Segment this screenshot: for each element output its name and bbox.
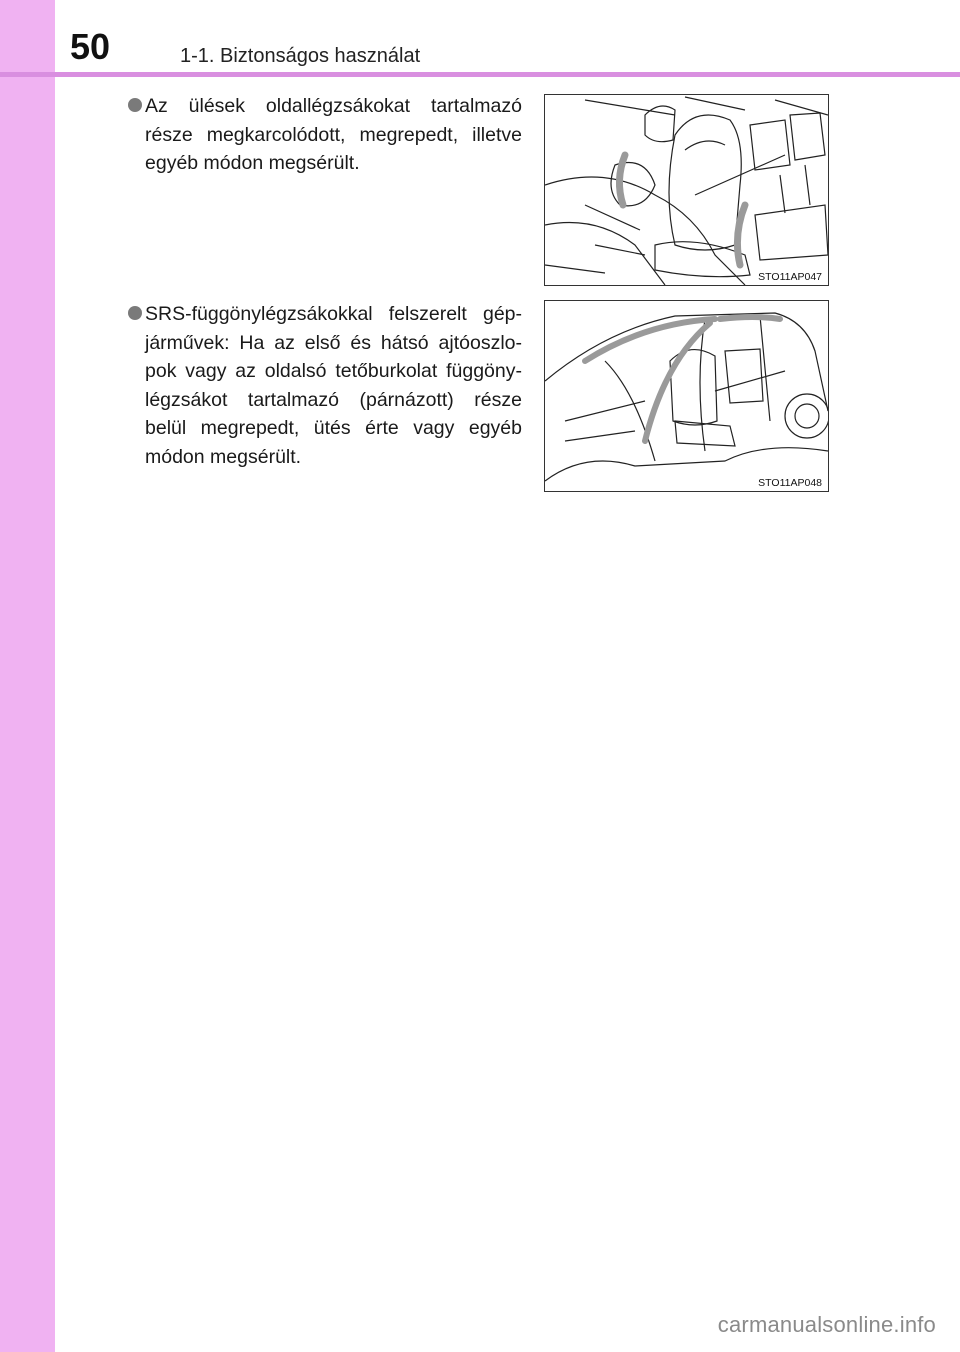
list-item	[128, 300, 522, 471]
bullet-icon	[128, 98, 142, 112]
figure-seat-airbag	[544, 94, 829, 286]
page-number: 50	[70, 26, 111, 67]
figure-code: STO11AP047	[758, 271, 822, 283]
section-title: 1-1. Biztonságos használat	[180, 45, 421, 67]
footer-watermark: carmanualsonline.info	[717, 1312, 936, 1337]
list-item-text: SRS-függönylégzsákokkal felszerelt gép-járművek: Ha az első és hátsó ajtóoszlo-pok vagy az oldalsó tetőburkolat függöny-légzsákot tartalmazó (párnázott) része belül megrepedt, ütés érte vagy egyéb módon megsérült.	[145, 303, 522, 468]
side-color-strip	[0, 0, 55, 1352]
seat-airbag-illustration	[545, 95, 828, 285]
header-divider	[0, 72, 960, 77]
list-item	[128, 92, 522, 178]
curtain-airbag-illustration	[545, 301, 828, 491]
figure-curtain-airbag	[544, 300, 829, 492]
bullet-icon	[128, 306, 142, 320]
list-item-text: Az ülések oldallégzsákokat tartalmazó része megkarcolódott, megrepedt, illetve egyéb módon megsérült.	[145, 95, 522, 174]
figure-code: STO11AP048	[758, 477, 822, 489]
